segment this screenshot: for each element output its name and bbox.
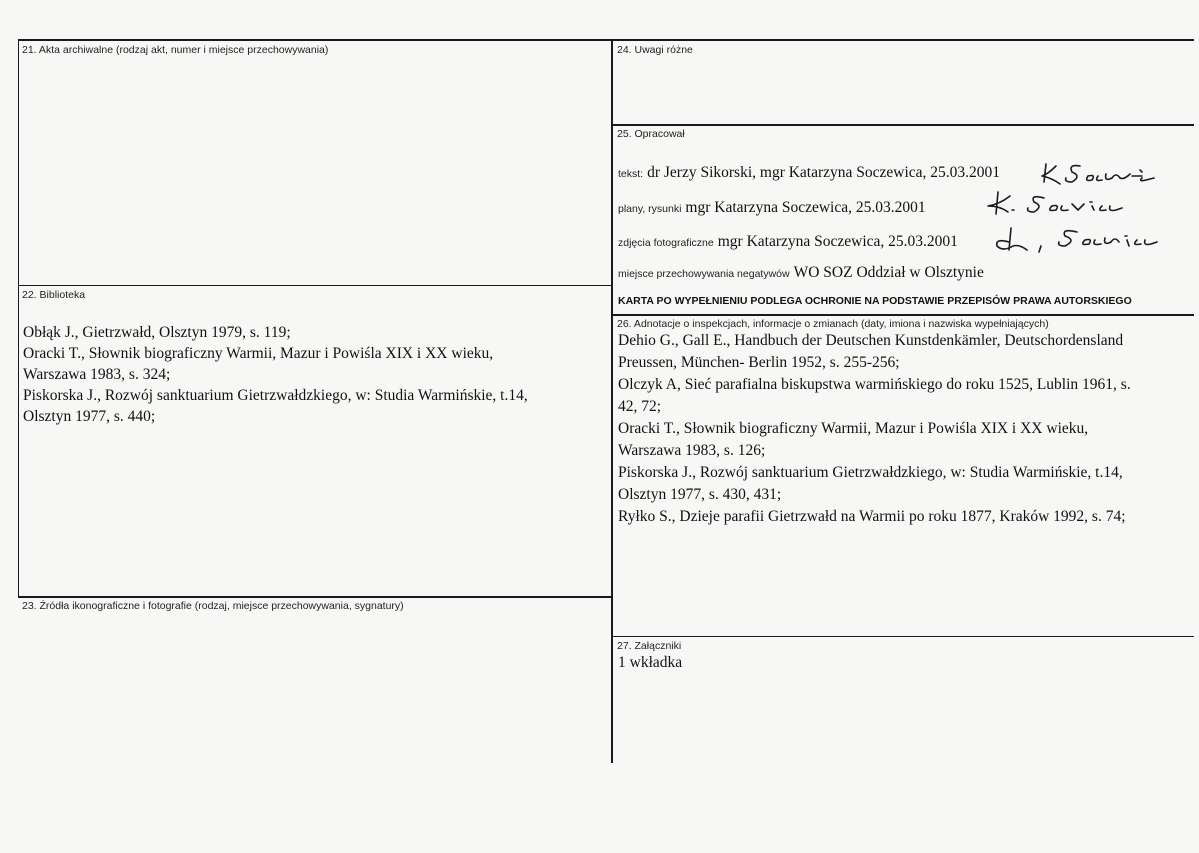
annotation-line: Warszawa 1983, s. 126; [618, 442, 766, 459]
attachments-value: 1 wkładka [618, 654, 683, 671]
bibliography-line: Olsztyn 1977, s. 440; [23, 408, 156, 425]
center-divider [611, 39, 613, 763]
annotation-line: Preussen, München- Berlin 1952, s. 255-256; [618, 354, 900, 371]
bibliography-line: Oracki T., Słownik biograficzny Warmii, Mazur i Powiśla XIX i XX wieku, [23, 345, 494, 362]
section-21-label: 21. Akta archiwalne (rodzaj akt, numer i miejsce przechowywania) [22, 44, 329, 56]
top-border-left [18, 39, 612, 41]
zdjecia-value: mgr Katarzyna Soczewica, 25.03.2001 [717, 233, 958, 250]
bibliography-line: Piskorska J., Rozwój sanktuarium Gietrzwałdzkiego, w: Studia Warmińskie, t.14, [23, 387, 528, 404]
annotation-line: Oracki T., Słownik biograficzny Warmii, Mazur i Powiśla XIX i XX wieku, [618, 420, 1089, 437]
section-23-label: 23. Źródła ikonograficzne i fotografie (rodzaj, miejsce przechowywania, sygnatury) [22, 600, 404, 612]
tekst-value: dr Jerzy Sikorski, mgr Katarzyna Soczewica, 25.03.2001 [647, 164, 1001, 181]
top-border-right [612, 39, 1194, 41]
divider-27 [612, 636, 1194, 637]
signature-3 [985, 224, 1165, 256]
left-border [18, 39, 19, 597]
annotation-line: Ryłko S., Dzieje parafii Gietrzwałd na Warmii po roku 1877, Kraków 1992, s. 74; [618, 508, 1126, 525]
bibliography-line: Obłąk J., Gietrzwałd, Olsztyn 1979, s. 119; [23, 324, 291, 341]
section-25-label: 25. Opracował [617, 128, 685, 140]
plany-row [618, 199, 926, 217]
bibliography-line: Warszawa 1983, s. 324; [23, 366, 171, 383]
signature-1 [1038, 160, 1158, 190]
zdjecia-row [618, 233, 958, 251]
divider-23 [18, 596, 612, 598]
negatywy-value: WO SOZ Oddział w Olsztynie [793, 264, 984, 281]
annotation-line: Olsztyn 1977, s. 430, 431; [618, 486, 782, 503]
tekst-row [618, 164, 1000, 182]
section-26-content [618, 330, 1131, 528]
copyright-notice: KARTA PO WYPEŁNIENIU PODLEGA OCHRONIE NA PODSTAWIE PRZEPISÓW PRAWA AUTORSKIEGO [618, 295, 1132, 307]
section-24-label: 24. Uwagi różne [617, 44, 693, 56]
annotation-line: 42, 72; [618, 398, 662, 415]
tekst-prefix: tekst: [618, 168, 644, 180]
plany-prefix: plany, rysunki [618, 203, 682, 215]
section-26-label: 26. Adnotacje o inspekcjach, informacje o zmianach (daty, imiona i nazwiska wypełniających) [617, 318, 1049, 330]
annotation-line: Olczyk A, Sieć parafialna biskupstwa warmińskiego do roku 1525, Lublin 1961, s. [618, 376, 1131, 393]
annotation-line: Dehio G., Gall E., Handbuch der Deutschen Kunstdenkämler, Deutschordensland [618, 332, 1124, 349]
negatywy-prefix: miejsce przechowywania negatywów [618, 268, 790, 280]
negatywy-row [618, 264, 984, 282]
divider-26 [612, 314, 1194, 316]
section-22-content [23, 322, 528, 427]
annotation-line: Piskorska J., Rozwój sanktuarium Gietrzwałdzkiego, w: Studia Warmińskie, t.14, [618, 464, 1123, 481]
signature-2 [982, 190, 1132, 220]
divider-25 [612, 124, 1194, 126]
section-27-label: 27. Załączniki [617, 640, 682, 652]
section-22-label: 22. Biblioteka [22, 289, 86, 301]
divider-22 [18, 285, 612, 286]
zdjecia-prefix: zdjęcia fotograficzne [618, 237, 714, 249]
plany-value: mgr Katarzyna Soczewica, 25.03.2001 [685, 199, 926, 216]
